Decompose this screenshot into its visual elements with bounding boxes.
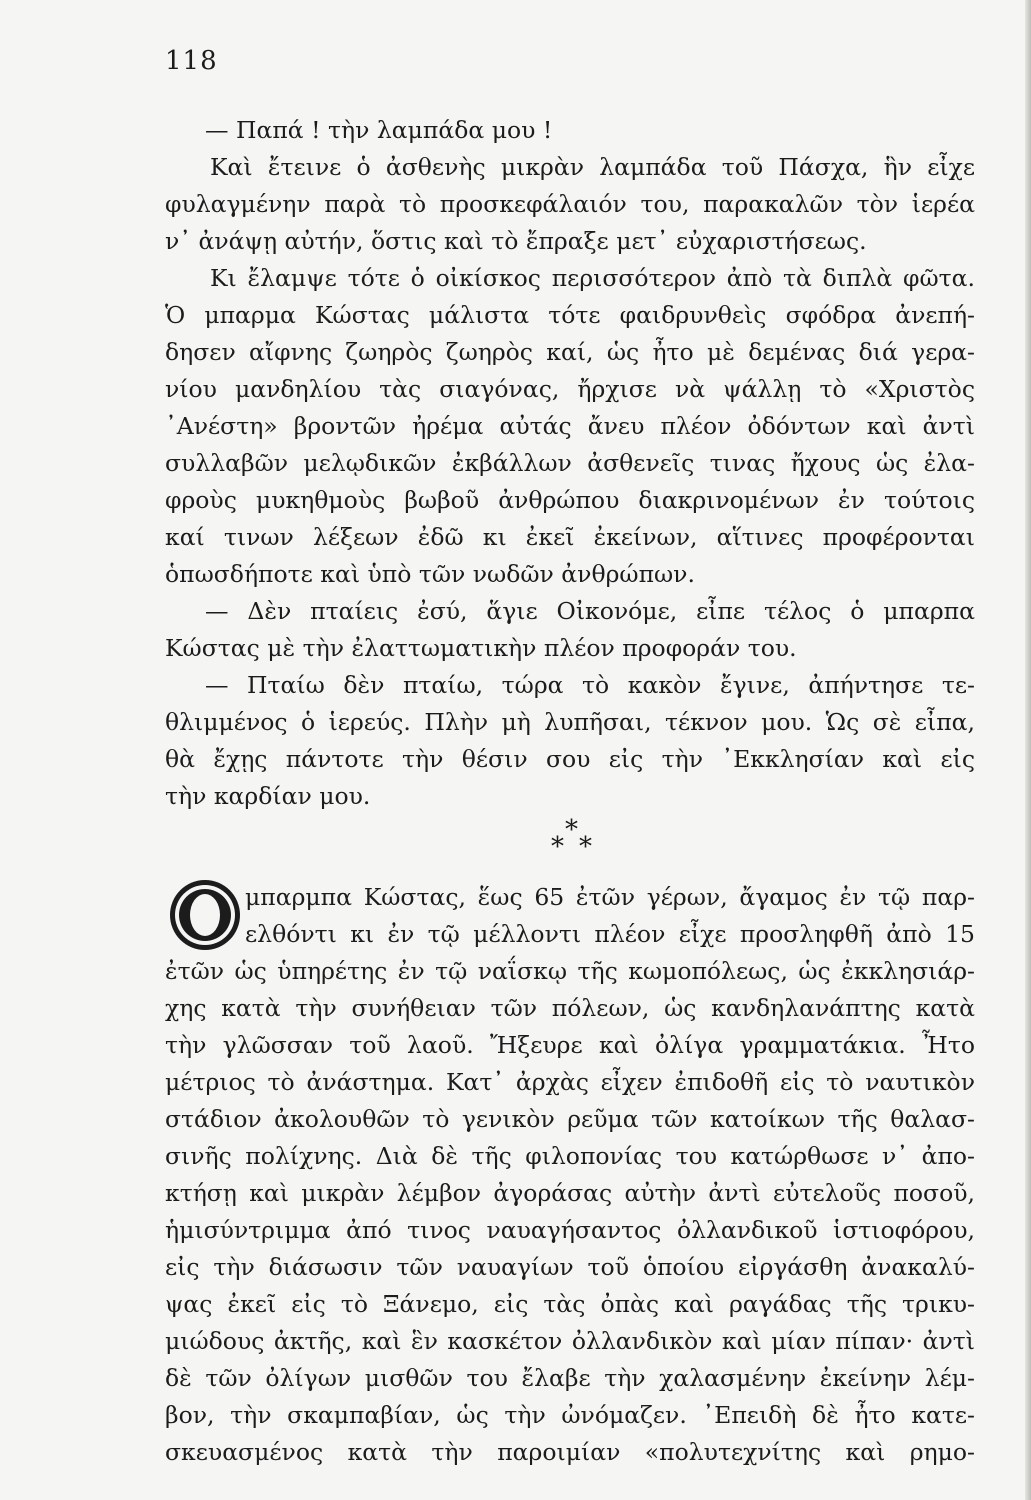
text-line: ελθόντι κι ἐν τῷ μέλλοντι πλέον εἶχε προσληφθῆ ἀπὸ 15 <box>245 920 975 948</box>
text-line: σκευασμένος κατὰ τὴν παροιμίαν «πολυτεχνίτης καὶ ρημο- <box>165 1438 975 1466</box>
text-line: — Δὲν πταίεις ἐσύ, ἅγιε Οἰκονόμε, εἶπε τέλος ὁ μπαρπα <box>205 597 975 625</box>
text-line: εἰς τὴν διάσωσιν τῶν ναυαγίων τοῦ ὁποίου εἰργάσθη ἀνακαλύ- <box>165 1253 975 1281</box>
dropcap-o-ornament <box>165 875 245 955</box>
text-line: Κώστας μὲ τὴν ἐλαττωματικὴν πλέον προφοράν του. <box>165 634 797 662</box>
text-line: βον, τὴν σκαμπαβίαν, ὡς τὴν ὠνόμαζεν. ᾽Επειδὴ δὲ ἦτο κατε- <box>165 1401 975 1429</box>
page-edge-shadow <box>1025 0 1031 1500</box>
text-line: Κι ἔλαμψε τότε ὁ οἰκίσκος περισσότερον ἀπὸ τὰ διπλὰ φῶτα. <box>210 264 975 292</box>
text-line: — Πταίω δὲν πταίω, τώρα τὸ κακὸν ἔγινε, ἀπήντησε τε- <box>205 671 975 699</box>
section-asterism <box>540 815 610 865</box>
text-line: καί τινων λέξεων ἐδῶ κι ἐκεῖ ἐκείνων, αἵτινες προφέρονται <box>165 523 975 551</box>
text-line: τὴν καρδίαν μου. <box>165 782 371 810</box>
text-line: θὰ ἔχῃς πάντοτε τὴν θέσιν σου εἰς τὴν ᾽Εκκλησίαν καὶ εἰς <box>165 745 975 773</box>
text-line: θλιμμένος ὁ ἱερεύς. Πλὴν μὴ λυπῆσαι, τέκνον μου. Ὡς σὲ εἶπα, <box>165 708 975 736</box>
text-line: ν᾽ ἀνάψῃ αὐτήν, ὅστις καὶ τὸ ἔπραξε μετ᾽ εὐχαριστήσεως. <box>165 227 867 255</box>
text-line: φυλαγμένην παρὰ τὸ προσκεφάλαιόν του, παρακαλῶν τὸν ἱερέα <box>165 190 975 218</box>
text-line: ψας ἐκεῖ εἰς τὸ Ξάνεμο, εἰς τὰς ὀπὰς καὶ ραγάδας τῆς τρικυ- <box>165 1290 975 1318</box>
text-line: δησεν αἴφνης ζωηρὸς ζωηρὸς καί, ὡς ἦτο μὲ δεμένας διά γερα- <box>165 338 975 366</box>
text-line: στάδιον ἀκολουθῶν τὸ γενικὸν ρεῦμα τῶν κατοίκων τῆς θαλασ- <box>165 1105 975 1133</box>
text-line: νίου μανδηλίου τὰς σιαγόνας, ἤρχισε νὰ ψάλλῃ τὸ «Χριστὸς <box>165 375 975 403</box>
text-line: ὁπωσδήποτε καὶ ὑπὸ τῶν νωδῶν ἀνθρώπων. <box>165 560 695 588</box>
text-line: ᾽Ανέστη» βροντῶν ἠρέμα αὐτάς ἄνευ πλέον ὀδόντων καὶ ἀντὶ <box>165 412 975 440</box>
text-line: Ὁ μπαρμα Κώστας μάλιστα τότε φαιδρυνθεὶς σφόδρα ἀνεπή- <box>165 301 975 329</box>
text-line: μέτριος τὸ ἀνάστημα. Κατ᾽ ἀρχὰς εἶχεν ἐπιδοθῆ εἰς τὸ ναυτικὸν <box>165 1068 975 1096</box>
text-line: μπαρμπα Κώστας, ἕως 65 ἐτῶν γέρων, ἄγαμος ἐν τῷ παρ- <box>245 883 975 911</box>
text-line: χης κατὰ τὴν συνήθειαν τῶν πόλεων, ὡς κανδηλανάπτης κατὰ <box>165 994 975 1022</box>
text-line: κτήσῃ καὶ μικρὰν λέμβον ἀγοράσας αὐτὴν ἀντὶ εὐτελοῦς ποσοῦ, <box>165 1179 975 1207</box>
text-line: ἐτῶν ὡς ὑπηρέτης ἐν τῷ ναΐσκῳ τῆς κωμοπόλεως, ὡς ἐκκλησιάρ- <box>165 957 975 985</box>
page-number: 118 <box>165 46 218 76</box>
text-line: φροὺς μυκηθμοὺς βωβοῦ ἀνθρώπου διακρινομένων ἐν τούτοις <box>165 486 975 514</box>
text-line: σινῆς πολίχνης. Διὰ δὲ τῆς φιλοπονίας του κατώρθωσε ν᾽ ἀπο- <box>165 1142 975 1170</box>
asterism-star: * <box>565 815 578 845</box>
asterism-star: * <box>551 832 564 862</box>
text-line: Καὶ ἔτεινε ὁ ἀσθενὴς μικρὰν λαμπάδα τοῦ Πάσχα, ἣν εἶχε <box>210 153 975 181</box>
asterism-star: * <box>579 832 592 862</box>
text-line: ἡμισύντριμμα ἀπό τινος ναυαγήσαντος ὀλλανδικοῦ ἱστιοφόρου, <box>165 1216 975 1244</box>
text-line: δὲ τῶν ὀλίγων μισθῶν του ἔλαβε τὴν χαλασμένην ἐκείνην λέμ- <box>165 1364 975 1392</box>
text-line: συλλαβῶν μελῳδικῶν ἐκβάλλων ἀσθενεῖς τινας ἤχους ὡς ἐλα- <box>165 449 975 477</box>
text-line: — Παπά ! τὴν λαμπάδα μου ! <box>205 116 553 144</box>
text-line: μιώδους ἀκτῆς, καὶ ἓν κασκέτον ὀλλανδικὸν καὶ μίαν πίπαν· ἀντὶ <box>165 1327 975 1355</box>
text-line: τὴν γλῶσσαν τοῦ λαοῦ. Ἤξευρε καὶ ὀλίγα γραμματάκια. Ἦτο <box>165 1031 975 1059</box>
